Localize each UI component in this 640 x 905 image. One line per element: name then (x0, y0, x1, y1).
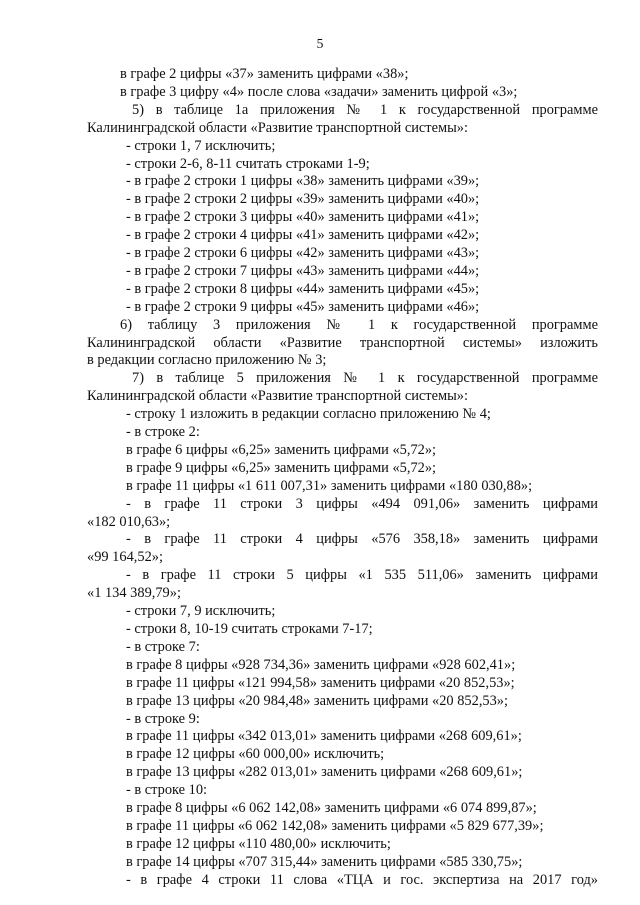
text-line: 7) в таблице 5 приложения № 1 к государственной программе (132, 370, 598, 387)
text-line: - в графе 2 строки 4 цифры «41» заменить цифрами «42»; (126, 227, 480, 244)
text-line: Калининградской области «Развитие транспортной системы»: (87, 388, 468, 405)
text-line: в графе 13 цифры «20 984,48» заменить цифрами «20 852,53»; (126, 692, 508, 709)
text-line: - в графе 11 строки 4 цифры «576 358,18» заменить цифрами (126, 531, 598, 548)
text-line: в графе 11 цифры «1 611 007,31» заменить цифрами «180 030,88»; (126, 477, 533, 494)
text-line: 6) таблицу 3 приложения № 1 к государственной программе (120, 316, 598, 333)
text-line: - в графе 4 строки 11 слова «ТЦА и гос. экспертиза на 2017 год» (126, 871, 598, 888)
page-number: 5 (316, 36, 324, 51)
text-line: «182 010,63»; (87, 513, 171, 530)
text-line: в графе 11 цифры «121 994,58» заменить цифрами «20 852,53»; (126, 674, 515, 691)
text-line: в редакции согласно приложению № 3; (87, 352, 327, 369)
text-line: - в графе 2 строки 2 цифры «39» заменить цифрами «40»; (126, 191, 480, 208)
text-line: 5) в таблице 1а приложения № 1 к государственной программе (132, 101, 598, 118)
text-line: в графе 3 цифру «4» после слова «задачи» заменить цифрой «3»; (120, 83, 518, 100)
text-line: - в графе 11 строки 5 цифры «1 535 511,06» заменить цифрами (126, 567, 598, 584)
text-line: «1 134 389,79»; (87, 585, 181, 602)
text-line: - в графе 11 строки 3 цифры «494 091,06» заменить цифрами (126, 495, 598, 512)
text-line: - строки 1, 7 исключить; (126, 137, 276, 154)
text-line: - в графе 2 строки 8 цифры «44» заменить цифрами «45»; (126, 280, 480, 297)
text-line: - в графе 2 строки 9 цифры «45» заменить цифрами «46»; (126, 298, 480, 315)
text-line: - строки 2-6, 8-11 считать строками 1-9; (126, 155, 370, 172)
text-line: - в графе 2 строки 6 цифры «42» заменить цифрами «43»; (126, 245, 480, 262)
text-line: - в строке 7: (126, 638, 200, 655)
text-line: в графе 8 цифры «928 734,36» заменить цифрами «928 602,41»; (126, 656, 516, 673)
text-line: - в графе 2 строки 3 цифры «40» заменить цифрами «41»; (126, 209, 480, 226)
text-line: в графе 12 цифры «60 000,00» исключить; (126, 746, 385, 763)
text-line: - в строке 10: (126, 782, 208, 799)
text-line: в графе 13 цифры «282 013,01» заменить цифрами «268 609,61»; (126, 764, 523, 781)
text-line: в графе 11 цифры «342 013,01» заменить цифрами «268 609,61»; (126, 728, 522, 745)
text-line: в графе 2 цифры «37» заменить цифрами «38»; (120, 66, 409, 82)
document-body (87, 66, 598, 890)
text-line: «99 164,52»; (87, 549, 163, 566)
text-line: в графе 12 цифры «110 480,00» исключить; (126, 835, 391, 852)
text-line: - в графе 2 строки 1 цифры «38» заменить цифрами «39»; (126, 173, 480, 190)
text-line: - в строке 2: (126, 424, 200, 441)
text-line: в графе 11 цифры «6 062 142,08» заменить цифрами «5 829 677,39»; (126, 817, 544, 834)
text-line: - строки 8, 10-19 считать строками 7-17; (126, 620, 373, 637)
text-line: в графе 14 цифры «707 315,44» заменить цифрами «585 330,75»; (126, 853, 523, 870)
text-line: в графе 8 цифры «6 062 142,08» заменить цифрами «6 074 899,87»; (126, 800, 537, 817)
text-line: Калининградской области «Развитие транспортной системы» изложить (87, 334, 598, 351)
text-line: - в строке 9: (126, 710, 200, 727)
text-line: - строки 7, 9 исключить; (126, 603, 276, 620)
text-line: в графе 9 цифры «6,25» заменить цифрами «5,72»; (126, 459, 437, 476)
text-line: в графе 6 цифры «6,25» заменить цифрами «5,72»; (126, 441, 437, 458)
text-line: Калининградской области «Развитие транспортной системы»: (87, 119, 468, 136)
text-line: - строку 1 изложить в редакции согласно приложению № 4; (126, 406, 491, 423)
text-line: - в графе 2 строки 7 цифры «43» заменить цифрами «44»; (126, 262, 480, 279)
